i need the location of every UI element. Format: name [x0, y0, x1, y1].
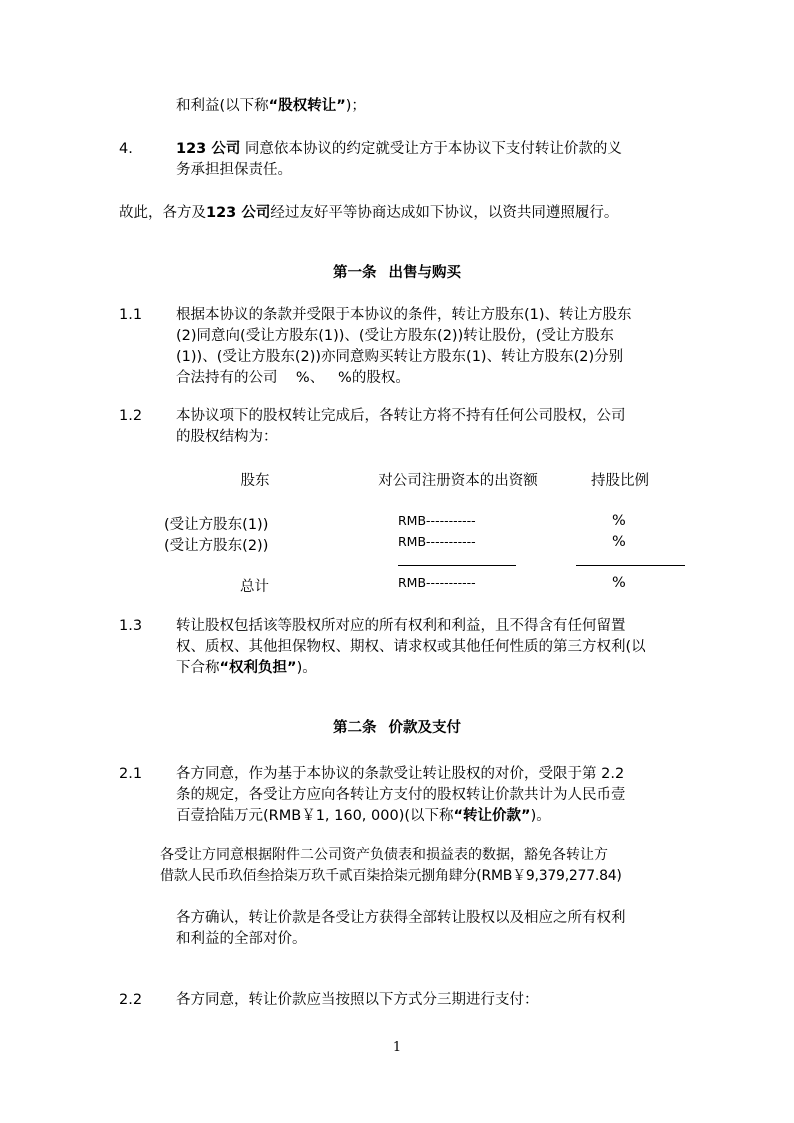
confirmation-line: 各方确认，转让价款是各受让方获得全部转让股权以及相应之所有权利 [176, 910, 626, 926]
article-1-heading [0, 263, 794, 284]
table-row-percentage: % [612, 534, 626, 550]
section-1-1-line: (1))、(受让方股东(2))亦同意购买转让方股东(1)、转让方股东(2)分别 [176, 349, 624, 365]
section-2-1-line: 各方同意，作为基于本协议的条款受让转让股权的对价，受限于第 2.2 [176, 766, 625, 782]
section-2-1-line: 条的规定，各受让方应向各转让方支付的股权转让价款共计为人民币壹 [176, 787, 626, 803]
conclusion-paragraph [119, 203, 618, 224]
section-1-2-text [176, 406, 686, 448]
intro-line-1-post: )； [345, 98, 366, 114]
table-row-amount: RMB----------- [398, 513, 476, 528]
section-2-1-last-pre: 百壹拾陆万元(RMB￥1, 160, 000)(以下称 [176, 808, 454, 824]
table-row-holder: (受让方股东(1)) [164, 517, 269, 533]
section-1-1-number: 1.1 [119, 307, 143, 323]
section-2-1-number: 2.1 [119, 766, 143, 782]
waiver-paragraph [160, 845, 622, 887]
section-1-3-text [176, 616, 686, 679]
table-row-percentage: % [612, 513, 626, 529]
section-1-1-text [176, 305, 686, 389]
intro-line-1-term: “股权转让” [268, 98, 346, 114]
section-1-2-number: 1.2 [119, 408, 143, 424]
section-1-3-term: “权利负担” [219, 660, 297, 676]
conclusion-pre: 故此，各方及 [119, 205, 206, 221]
item-4-number: 4. [119, 141, 133, 157]
article-1-number: 第一条 [333, 265, 377, 281]
waiver-line: 各受让方同意根据附件二公司资产负债表和损益表的数据，豁免各转让方 [160, 847, 608, 863]
table-total-percentage: % [612, 575, 626, 591]
item-4-line-1: 同意依本协议的约定就受让方于本协议下支付转让价款的义 [240, 141, 622, 157]
article-2-number: 第二条 [333, 720, 377, 736]
section-1-3-last-post: )。 [296, 660, 317, 676]
confirmation-paragraph [176, 908, 686, 950]
section-1-2-line: 本协议项下的股权转让完成后，各转让方将不持有任何公司股权，公司 [176, 408, 626, 424]
section-2-1-term: “转让价款” [453, 808, 531, 824]
item-4-company: 123 公司 [176, 141, 241, 157]
section-1-1-line: (2)同意向(受让方股东(1))、(受让方股东(2))转让股份，(受让方股东 [176, 328, 614, 344]
section-1-3-number: 1.3 [119, 618, 143, 634]
item-4-line-2: 务承担担保责任。 [176, 162, 292, 178]
intro-line-1 [176, 96, 366, 117]
section-1-3-line: 权、质权、其他担保物权、期权、请求权或其他任何性质的第三方权利(以 [176, 639, 646, 655]
conclusion-company: 123 公司 [206, 205, 271, 221]
table-row-amount: RMB----------- [398, 534, 476, 549]
table-total-amount: RMB----------- [398, 575, 476, 590]
table-header-percentage: 持股比例 [591, 473, 649, 489]
article-2-heading [0, 718, 794, 739]
table-header-amount: 对公司注册资本的出资额 [378, 473, 538, 489]
section-2-1-text [176, 764, 686, 827]
article-2-title: 价款及支付 [388, 720, 461, 736]
article-1-title: 出售与购买 [388, 265, 461, 281]
section-1-3-last-pre: 下合称 [176, 660, 220, 676]
conclusion-post: 经过友好平等协商达成如下协议，以资共同遵照履行。 [270, 205, 619, 221]
section-2-2-text: 各方同意，转让价款应当按照以下方式分三期进行支付： [176, 992, 539, 1008]
section-2-1-last-post: )。 [530, 808, 551, 824]
confirmation-line: 和利益的全部对价。 [176, 931, 307, 947]
page-number: 1 [392, 1040, 402, 1055]
table-row-holder: (受让方股东(2)) [164, 538, 269, 554]
section-1-1-line: 根据本协议的条款并受限于本协议的条件，转让方股东(1)、转让方股东 [176, 307, 632, 323]
section-2-2-number: 2.2 [119, 992, 143, 1008]
intro-line-1-pre: 和利益(以下称 [176, 98, 269, 114]
item-4-text [176, 139, 686, 181]
section-1-2-line: 的股权结构为： [176, 429, 278, 445]
section-1-1-line: 合法持有的公司 %、 %的股权。 [176, 370, 410, 386]
table-header-holder: 股东 [240, 473, 270, 489]
section-1-3-line: 转让股权包括该等股权所对应的所有权利和利益，且不得含有任何留置 [176, 618, 626, 634]
table-total-label: 总计 [240, 579, 269, 595]
amount-subtotal-rule [398, 565, 516, 566]
waiver-line: 借款人民币玖佰叁拾柒万玖千贰百柒拾柒元捌角肆分(RMB￥9,379,277.84) [160, 868, 622, 884]
percentage-subtotal-rule [576, 565, 685, 566]
